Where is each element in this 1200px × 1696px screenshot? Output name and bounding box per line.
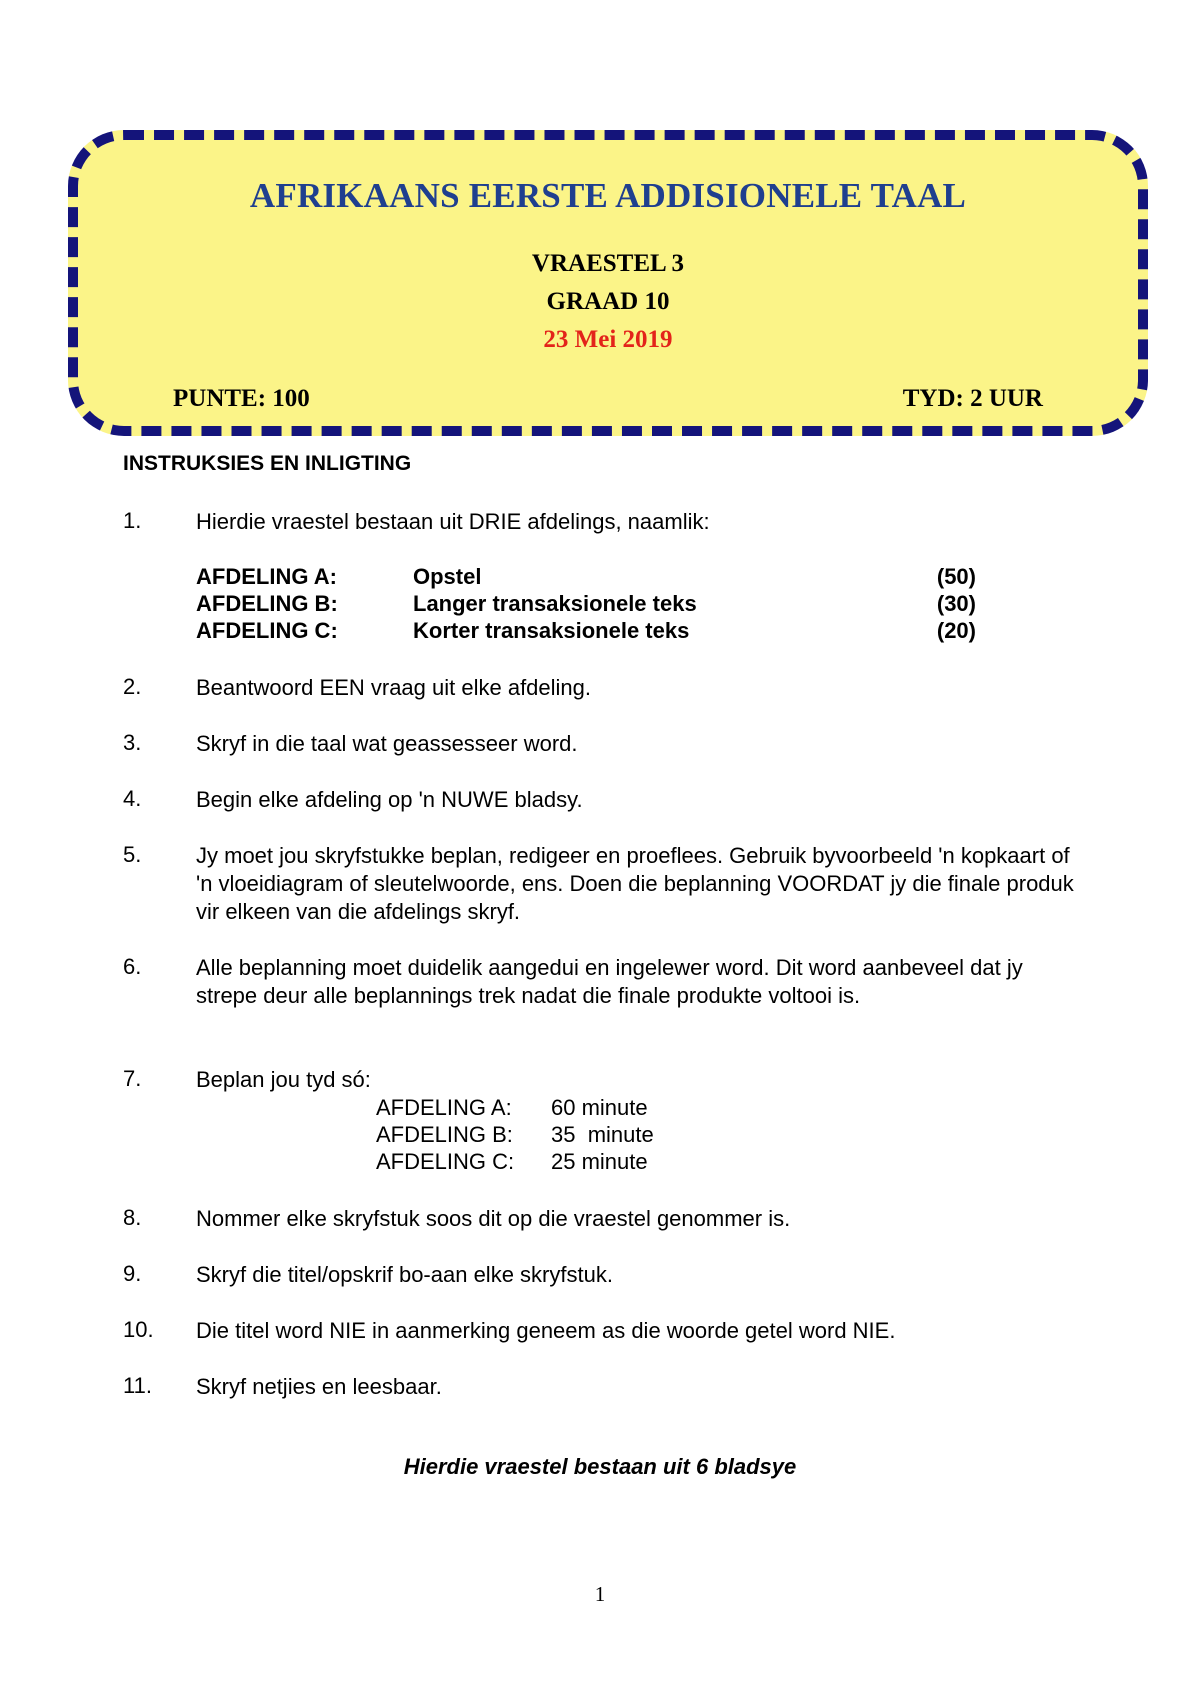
item-number: 6. [123,954,142,979]
section-name: Korter transaksionele teks [413,618,690,643]
item-text: Beplan jou tyd só: [196,1067,371,1092]
item-text: Die titel word NIE in aanmerking geneem as die woorde getel word NIE. [196,1318,896,1343]
item-number: 8. [123,1205,142,1230]
exam-date: 23 Mei 2019 [543,326,673,353]
item-number: 10. [123,1317,154,1342]
item-number: 5. [123,842,142,867]
item-number: 7. [123,1066,142,1091]
item-text: Skryf in die taal wat geassesseer word. [196,731,578,756]
item-text: Jy moet jou skryfstukke beplan, redigeer en proeflees. Gebruik byvoorbeeld 'n kopkaart of 'n vloeidiagram of sleutelwoorde, ens. Doen die beplanning VOORDAT jy die finale produk vir elkeen van die afdelings skryf. [196,843,1074,924]
item-number: 3. [123,730,142,755]
item-text: Skryf die titel/opskrif bo-aan elke skryfstuk. [196,1262,613,1287]
time-plan-value: 60 minute [551,1095,648,1120]
item-text: Beantwoord EEN vraag uit elke afdeling. [196,675,592,700]
total-marks: PUNTE: 100 [173,385,310,412]
paper-number: VRAESTEL 3 [531,250,685,277]
section-marks: (20) [936,618,976,643]
section-marks: (50) [936,564,976,589]
time-plan-value: 25 minute [551,1149,648,1174]
section-marks: (30) [936,591,976,616]
item-number: 1. [123,508,142,533]
exam-duration: TYD: 2 UUR [902,385,1043,412]
item-number: 9. [123,1261,142,1286]
section-name: Opstel [413,564,482,589]
time-plan-label: AFDELING A: [376,1095,512,1120]
section-label: AFDELING A: [196,564,337,589]
item-text: Hierdie vraestel bestaan uit DRIE afdelings, naamlik: [196,509,710,534]
item-number: 11. [123,1373,152,1398]
item-text: Skryf netjies en leesbaar. [196,1374,442,1399]
page-number: 1 [594,1582,606,1606]
title-box [68,130,1148,436]
item-text: Nommer elke skryfstuk soos dit op die vraestel genommer is. [196,1206,791,1231]
grade-label: GRAAD 10 [546,288,670,315]
time-plan-value: 35 minute [551,1122,654,1147]
item-number: 4. [123,786,142,811]
item-number: 2. [123,674,142,699]
time-plan-label: AFDELING B: [376,1122,513,1147]
section-label: AFDELING B: [196,591,338,616]
section-label: AFDELING C: [196,618,338,643]
section-name: Langer transaksionele teks [413,591,697,616]
item-text: Alle beplanning moet duidelik aangedui en ingelewer word. Dit word aanbeveel dat jy strepe deur alle beplannings trek nadat die finale produkte voltooi is. [196,955,1023,1008]
time-plan-label: AFDELING C: [376,1149,515,1174]
instructions-heading: INSTRUKSIES EN INLIGTING [123,452,412,475]
page-count-note: Hierdie vraestel bestaan uit 6 bladsye [403,1454,797,1479]
subject-title: AFRIKAANS EERSTE ADDISIONELE TAAL [249,176,967,215]
item-text: Begin elke afdeling op 'n NUWE bladsy. [196,787,583,812]
